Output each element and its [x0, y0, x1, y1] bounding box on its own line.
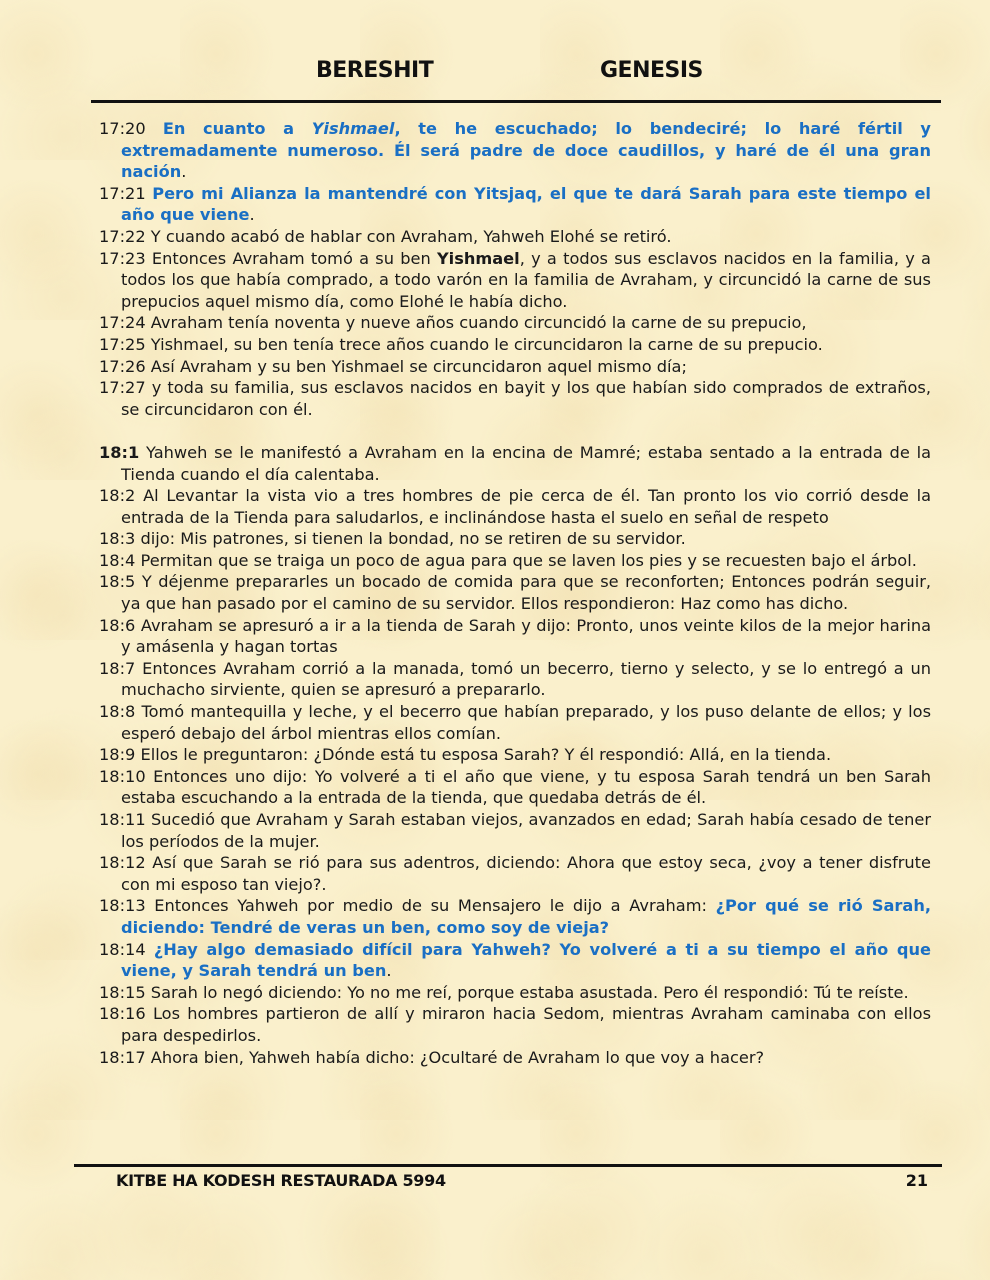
- verse-text: Yahweh se le manifestó a Avraham en la encina de Mamré; estaba sentado a la entrada de la Tienda cuando el día calentaba.: [121, 442, 931, 484]
- verse-ref: 17:25: [99, 334, 146, 354]
- scripture-text: [99, 118, 931, 1068]
- page-header: [0, 58, 990, 90]
- verse-text: En cuanto a: [162, 119, 312, 138]
- verse: [99, 528, 931, 550]
- verse: [99, 356, 931, 378]
- header-book-hebrew: BERESHIT: [316, 58, 434, 83]
- verse-text: , te he escuchado; lo bendeciré; lo haré fértil y extremadamente numeroso. Él será padre de doce caudillos, y haré de él una gran nación: [121, 119, 931, 182]
- verse-ref: 18:15: [99, 982, 146, 1002]
- verse-text: dijo: Mis patrones, si tienen la bondad, no se retiren de su servidor.: [135, 529, 686, 549]
- verse-ref: 18:17: [99, 1047, 146, 1067]
- verse-text: Entonces Yahweh por medio de su Mensajero le dijo a Avraham:: [145, 896, 716, 916]
- header-book-spanish: GENESIS: [600, 58, 703, 83]
- verse: [99, 1003, 931, 1046]
- verse-ref: 18:16: [99, 1004, 146, 1024]
- verse: [99, 939, 931, 982]
- verse-ref: 18:11: [99, 810, 146, 829]
- verse-text: Yishmael, su ben tenía trece años cuando le circuncidaron la carne de su prepucio.: [145, 334, 823, 354]
- verse-text: , y a todos sus esclavos nacidos en la familia, y a todos los que había comprado, a todo varón en la familia de Avraham, y circuncidó la carne de sus prepucios aquel mismo día, como Elohé le había dicho.: [121, 248, 931, 311]
- verse: [99, 485, 931, 528]
- verse: [99, 658, 931, 701]
- verse-ref: 18:13: [99, 896, 146, 916]
- verse-text: Y déjenme prepararles un bocado de comida para que se reconforten; Entonces podrán seguir, ya que han pasado por el camino de su servidor. Ellos respondieron: Haz como has dicho.: [121, 572, 931, 614]
- verse-ref: 18:2: [99, 486, 136, 506]
- verse: [99, 744, 931, 766]
- verse: [99, 615, 931, 658]
- verse: [99, 895, 931, 938]
- verse-ref: 18:1: [99, 442, 140, 462]
- verse-ref: 17:20: [99, 119, 146, 138]
- verse-text: Entonces uno dijo: Yo volveré a ti el año que viene, y tu esposa Sarah tendrá un ben Sarah estaba escuchando a la entrada de la tienda, que quedaba detrás de él.: [121, 766, 931, 808]
- footer-rule: [74, 1164, 942, 1167]
- verse: [99, 312, 931, 334]
- paragraph-gap: [99, 420, 931, 442]
- verse-text: .: [249, 205, 255, 225]
- verse-ref: 17:23: [99, 248, 146, 268]
- verse-text: .: [181, 162, 187, 182]
- verse-ref: 17:21: [99, 183, 146, 203]
- verse-ref: 18:14: [99, 939, 146, 959]
- verse: [99, 334, 931, 356]
- verse: [99, 226, 931, 248]
- verse-text: Ahora bien, Yahweh había dicho: ¿Ocultaré de Avraham lo que voy a hacer?: [145, 1047, 765, 1067]
- verse: [99, 248, 931, 313]
- verse-text: ¿Hay algo demasiado difícil para Yahweh? Yo volveré a ti a su tiempo el año que viene, y Sarah tendrá un ben: [121, 939, 931, 981]
- verse-text: y toda su familia, sus esclavos nacidos en bayit y los que habían sido comprados de extraños, se circuncidaron con él.: [121, 378, 931, 419]
- verse-ref: 17:26: [99, 356, 146, 376]
- verse-text: Sucedió que Avraham y Sarah estaban viejos, avanzados en edad; Sarah había cesado de tener los períodos de la mujer.: [121, 810, 931, 851]
- verse-ref: 18:5: [99, 572, 136, 592]
- page-footer: [0, 1171, 990, 1197]
- verse-text: Entonces Avraham corrió a la manada, tomó un becerro, tierno y selecto, y se lo entregó a un muchacho sirviente, quien se apresuró a prepararlo.: [121, 658, 931, 700]
- verse-text: Los hombres partieron de allí y miraron hacia Sedom, mientras Avraham caminaba con ellos para despedirlos.: [121, 1004, 931, 1045]
- verse: [99, 550, 931, 572]
- verse-ref: 18:3: [99, 529, 136, 549]
- verse-text: Avraham tenía noventa y nueve años cuando circuncidó la carne de su prepucio,: [145, 313, 807, 333]
- verse: [99, 1047, 931, 1069]
- verse-text: Yishmael: [436, 248, 520, 268]
- verse: [99, 442, 931, 485]
- verse: [99, 377, 931, 420]
- verse-ref: 18:7: [99, 658, 136, 678]
- verse-text: Y cuando acabó de hablar con Avraham, Yahweh Elohé se retiró.: [145, 226, 672, 246]
- verse-text: Ellos le preguntaron: ¿Dónde está tu esposa Sarah? Y él respondió: Allá, en la tienda.: [135, 745, 832, 765]
- verse-text: Al Levantar la vista vio a tres hombres de pie cerca de él. Tan pronto los vio corrió desde la entrada de la Tienda para saludarlos, e inclinándose hasta el suelo en señal de respeto: [121, 486, 931, 527]
- verse-ref: 17:27: [99, 378, 146, 398]
- verse-ref: 18:9: [99, 745, 136, 765]
- verse: [99, 571, 931, 614]
- verse-text: Entonces Avraham tomó a su ben: [145, 248, 437, 268]
- verse-text: ¿Por qué se rió Sarah, diciendo: Tendré de veras un ben, como soy de vieja?: [121, 896, 931, 937]
- verse: [99, 118, 931, 183]
- verse: [99, 701, 931, 744]
- verse-ref: 18:4: [99, 550, 136, 570]
- verse-text: [146, 940, 154, 959]
- footer-title: KITBE HA KODESH RESTAURADA 5994: [116, 1171, 446, 1190]
- verse-ref: 17:22: [99, 226, 146, 246]
- verse: [99, 183, 931, 226]
- verse-text: Yishmael: [311, 119, 395, 138]
- verse-text: Pero mi Alianza la mantendré con Yitsjaq, el que te dará Sarah para este tiempo el año que viene: [121, 183, 931, 225]
- verse-ref: 18:8: [99, 702, 136, 722]
- verse-ref: 18:6: [99, 615, 136, 635]
- verse-text: Tomó mantequilla y leche, y el becerro que habían preparado, y los puso delante de ellos; y los esperó debajo del árbol mientras ellos comían.: [121, 702, 931, 743]
- page-number: 21: [905, 1171, 928, 1190]
- verse-text: Sarah lo negó diciendo: Yo no me reí, porque estaba asustada. Pero él respondió: Tú te reíste.: [145, 982, 909, 1002]
- verse-text: .: [386, 961, 392, 981]
- verse-text: Así Avraham y su ben Yishmael se circuncidaron aquel mismo día;: [145, 356, 687, 376]
- verse-text: [146, 119, 163, 138]
- header-rule: [91, 100, 941, 103]
- verse: [99, 809, 931, 852]
- verse-ref: 18:10: [99, 766, 146, 786]
- verse: [99, 982, 931, 1004]
- verse-text: Así que Sarah se rió para sus adentros, diciendo: Ahora que estoy seca, ¿voy a tener disfrute con mi esposo tan viejo?.: [121, 853, 931, 894]
- verse-text: Permitan que se traiga un poco de agua para que se laven los pies y se recuesten bajo el árbol.: [135, 550, 917, 570]
- verse-text: Avraham se apresuró a ir a la tienda de Sarah y dijo: Pronto, unos veinte kilos de la mejor harina y amásenla y hagan tortas: [121, 615, 931, 657]
- verse-ref: 17:24: [99, 313, 146, 333]
- verse: [99, 852, 931, 895]
- verse-ref: 18:12: [99, 853, 146, 873]
- verse: [99, 766, 931, 809]
